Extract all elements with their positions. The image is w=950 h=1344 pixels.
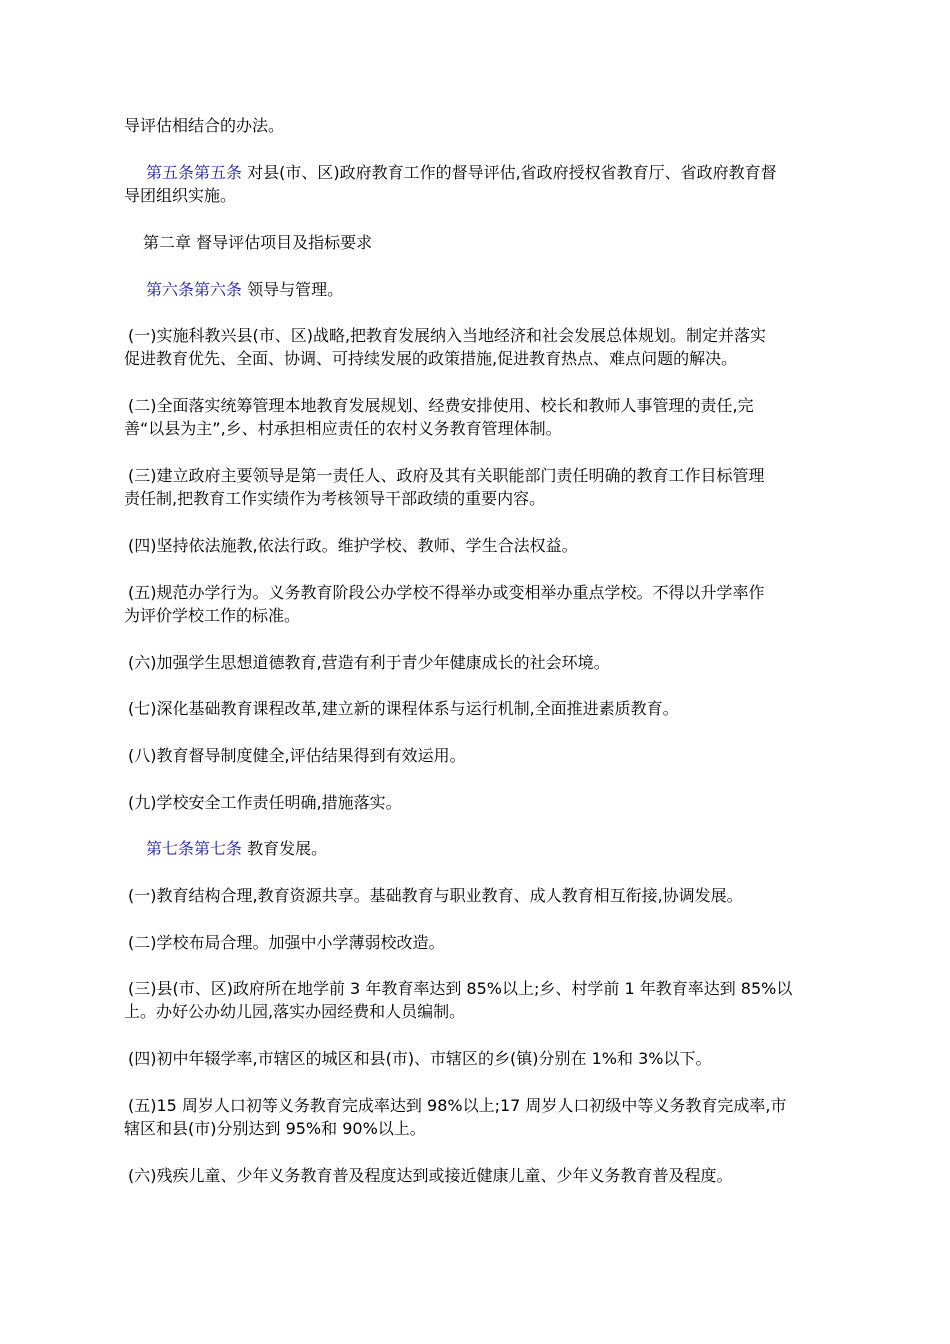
paragraph-line: 导团组织实施。 [124, 186, 237, 205]
paragraph-line: (四)初中年辍学率,市辖区的城区和县(市)、市辖区的乡(镇)分别在 1%和 3%以下。 [128, 1049, 712, 1068]
chapter-heading: 第二章 督导评估项目及指标要求 [143, 233, 373, 252]
paragraph-line: 促进教育优先、全面、协调、可持续发展的政策措施,促进教育热点、难点问题的解决。 [124, 349, 738, 368]
paragraph-line: 为评价学校工作的标准。 [124, 606, 301, 625]
paragraph-line: (六)加强学生思想道德教育,营造有利于青少年健康成长的社会环境。 [128, 653, 610, 672]
paragraph-line: (六)残疾儿童、少年义务教育普及程度达到或接近健康儿童、少年义务教育普及程度。 [128, 1166, 733, 1185]
paragraph-line: (二)全面落实统筹管理本地教育发展规划、经费安排使用、校长和教师人事管理的责任,完 [128, 396, 754, 415]
article-heading: 第六条第六条 [146, 280, 243, 299]
paragraph-text: 领导与管理。 [242, 280, 344, 299]
paragraph-line: 上。办好公办幼儿园,落实办园经费和人员编制。 [124, 1002, 466, 1021]
paragraph-line: (一)实施科教兴县(市、区)战略,把教育发展纳入当地经济和社会发展总体规划。制定并落实 [128, 326, 767, 345]
article-heading: 第五条第五条 [146, 163, 243, 182]
article-paragraph [146, 837, 327, 861]
paragraph-line: (三)建立政府主要领导是第一责任人、政府及其有关职能部门责任明确的教育工作目标管理 [128, 466, 765, 485]
paragraph-line: 善“以县为主”,乡、村承担相应责任的农村义务教育管理体制。 [124, 419, 562, 438]
paragraph-line: 责任制,把教育工作实绩作为考核领导干部政绩的重要内容。 [124, 489, 546, 508]
article-heading: 第七条第七条 [146, 839, 243, 858]
paragraph-line: (一)教育结构合理,教育资源共享。基础教育与职业教育、成人教育相互衔接,协调发展。 [128, 886, 743, 905]
article-paragraph [146, 161, 777, 185]
paragraph-line: (三)县(市、区)政府所在地学前 3 年教育率达到 85%以上;乡、村学前 1 年教育率达到 85%以 [128, 979, 793, 998]
paragraph-text: 对县(市、区)政府教育工作的督导评估,省政府授权省教育厅、省政府教育督 [242, 163, 777, 182]
paragraph-text: 教育发展。 [242, 839, 328, 858]
paragraph-line: (四)坚持依法施教,依法行政。维护学校、教师、学生合法权益。 [128, 536, 578, 555]
paragraph-line: (二)学校布局合理。加强中小学薄弱校改造。 [128, 933, 445, 952]
paragraph-line: (五)规范办学行为。义务教育阶段公办学校不得举办或变相举办重点学校。不得以升学率作 [128, 583, 765, 602]
article-paragraph [146, 278, 343, 302]
paragraph-line: 导评估相结合的办法。 [124, 116, 285, 135]
paragraph-line: (七)深化基础教育课程改革,建立新的课程体系与运行机制,全面推进素质教育。 [128, 699, 679, 718]
paragraph-line: 辖区和县(市)分别达到 95%和 90%以上。 [124, 1119, 426, 1138]
paragraph-line: (八)教育督导制度健全,评估结果得到有效运用。 [128, 746, 466, 765]
paragraph-line: (五)15 周岁人口初等义务教育完成率达到 98%以上;17 周岁人口初级中等义务教育完成率,市 [128, 1096, 787, 1115]
paragraph-line: (九)学校安全工作责任明确,措施落实。 [128, 793, 402, 812]
